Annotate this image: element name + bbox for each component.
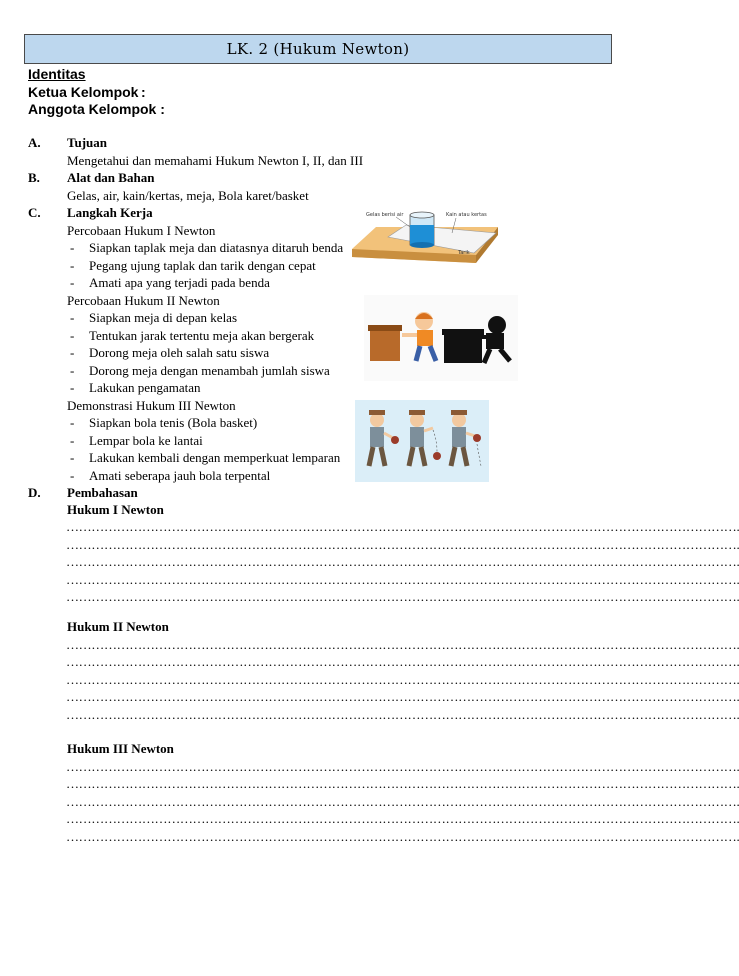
exp3-step: Siapkan bola tenis (Bola basket) (89, 415, 258, 430)
section-c-title: Langkah Kerja (67, 205, 153, 220)
answer-line[interactable]: ……………………………………………………………………………………………………………………………………………. (66, 519, 739, 534)
section-b-letter: B. (28, 170, 40, 185)
answer-line[interactable]: ……………………………………………………………………………………………………………………………………………. (66, 689, 739, 704)
answer-line[interactable]: ……………………………………………………………………………………………………………………………………………. (66, 589, 739, 604)
step-dash: - (70, 433, 75, 448)
step-dash: - (70, 380, 75, 395)
hukum-2-heading: Hukum II Newton (67, 619, 169, 634)
pushing-table-illustration (364, 295, 518, 381)
ball-throwing-illustration (355, 400, 489, 482)
section-b-title: Alat dan Bahan (67, 170, 155, 185)
exp2-step: Dorong meja dengan menambah jumlah siswa (89, 363, 330, 378)
answer-line[interactable]: ……………………………………………………………………………………………………………………………………………. (66, 537, 739, 552)
answer-line[interactable]: ……………………………………………………………………………………………………………………………………………. (66, 707, 739, 722)
pointer-line (396, 217, 410, 227)
alat-bahan-text: Gelas, air, kain/kertas, meja, Bola karet/basket (67, 188, 309, 203)
answer-line[interactable]: ……………………………………………………………………………………………………………………………………………. (66, 654, 739, 669)
exp3-step: Amati seberapa jauh bola terpental (89, 468, 271, 483)
step-dash: - (70, 258, 75, 273)
section-c-letter: C. (28, 205, 41, 220)
label-cloth: Kain atau kertas (446, 212, 487, 218)
identitas-heading: Identitas (28, 66, 86, 82)
exp2-step: Lakukan pengamatan (89, 380, 201, 395)
exp2-step: Dorong meja oleh salah satu siswa (89, 345, 270, 360)
exp2-title: Percobaan Hukum II Newton (67, 293, 220, 308)
exp1-step: Siapkan taplak meja dan diatasnya ditaruh benda (89, 240, 344, 255)
answer-line[interactable]: ……………………………………………………………………………………………………………………………………………. (66, 759, 739, 774)
step-dash: - (70, 450, 75, 465)
step-dash: - (70, 363, 75, 378)
section-a-title: Tujuan (67, 135, 107, 150)
ketua-colon: : (141, 84, 146, 100)
tablecloth-glass-illustration (348, 207, 498, 273)
step-dash: - (70, 328, 75, 343)
label-glass: Gelas berisi air (366, 212, 404, 218)
hukum-1-heading: Hukum I Newton (67, 502, 164, 517)
ketua-kelompok-label: Ketua Kelompok : (28, 84, 146, 100)
answer-line[interactable]: ……………………………………………………………………………………………………………………………………………. (66, 794, 739, 809)
answer-line[interactable]: ……………………………………………………………………………………………………………………………………………. (66, 829, 739, 844)
anggota-kelompok-label: Anggota Kelompok : (28, 101, 165, 117)
exp1-step: Pegang ujung taplak dan tarik dengan cepat (89, 258, 316, 273)
exp2-step: Siapkan meja di depan kelas (89, 310, 238, 325)
section-d-title: Pembahasan (67, 485, 138, 500)
exp3-title: Demonstrasi Hukum III Newton (67, 398, 236, 413)
step-dash: - (70, 240, 75, 255)
section-d-letter: D. (28, 485, 41, 500)
worksheet-title: LK. 2 (Hukum Newton) (24, 34, 612, 64)
label-pull: Tarik (458, 250, 470, 256)
answer-line[interactable]: ……………………………………………………………………………………………………………………………………………. (66, 776, 739, 791)
answer-line[interactable]: ……………………………………………………………………………………………………………………………………………. (66, 811, 739, 826)
step-dash: - (70, 345, 75, 360)
tujuan-text: Mengetahui dan memahami Hukum Newton I, II, dan III (67, 153, 364, 168)
answer-line[interactable]: ……………………………………………………………………………………………………………………………………………. (66, 554, 739, 569)
exp1-step: Amati apa yang terjadi pada benda (89, 275, 270, 290)
answer-line[interactable]: ……………………………………………………………………………………………………………………………………………. (66, 672, 739, 687)
step-dash: - (70, 310, 75, 325)
section-a-letter: A. (28, 135, 41, 150)
exp3-step: Lempar bola ke lantai (89, 433, 203, 448)
answer-line[interactable]: ……………………………………………………………………………………………………………………………………………. (66, 572, 739, 587)
step-dash: - (70, 275, 75, 290)
exp2-step: Tentukan jarak tertentu meja akan bergerak (89, 328, 315, 343)
step-dash: - (70, 468, 75, 483)
hukum-3-heading: Hukum III Newton (67, 741, 174, 756)
exp1-title: Percobaan Hukum I Newton (67, 223, 216, 238)
exp3-step: Lakukan kembali dengan memperkuat lemparan (89, 450, 341, 465)
answer-line[interactable]: ……………………………………………………………………………………………………………………………………………. (66, 637, 739, 652)
step-dash: - (70, 415, 75, 430)
